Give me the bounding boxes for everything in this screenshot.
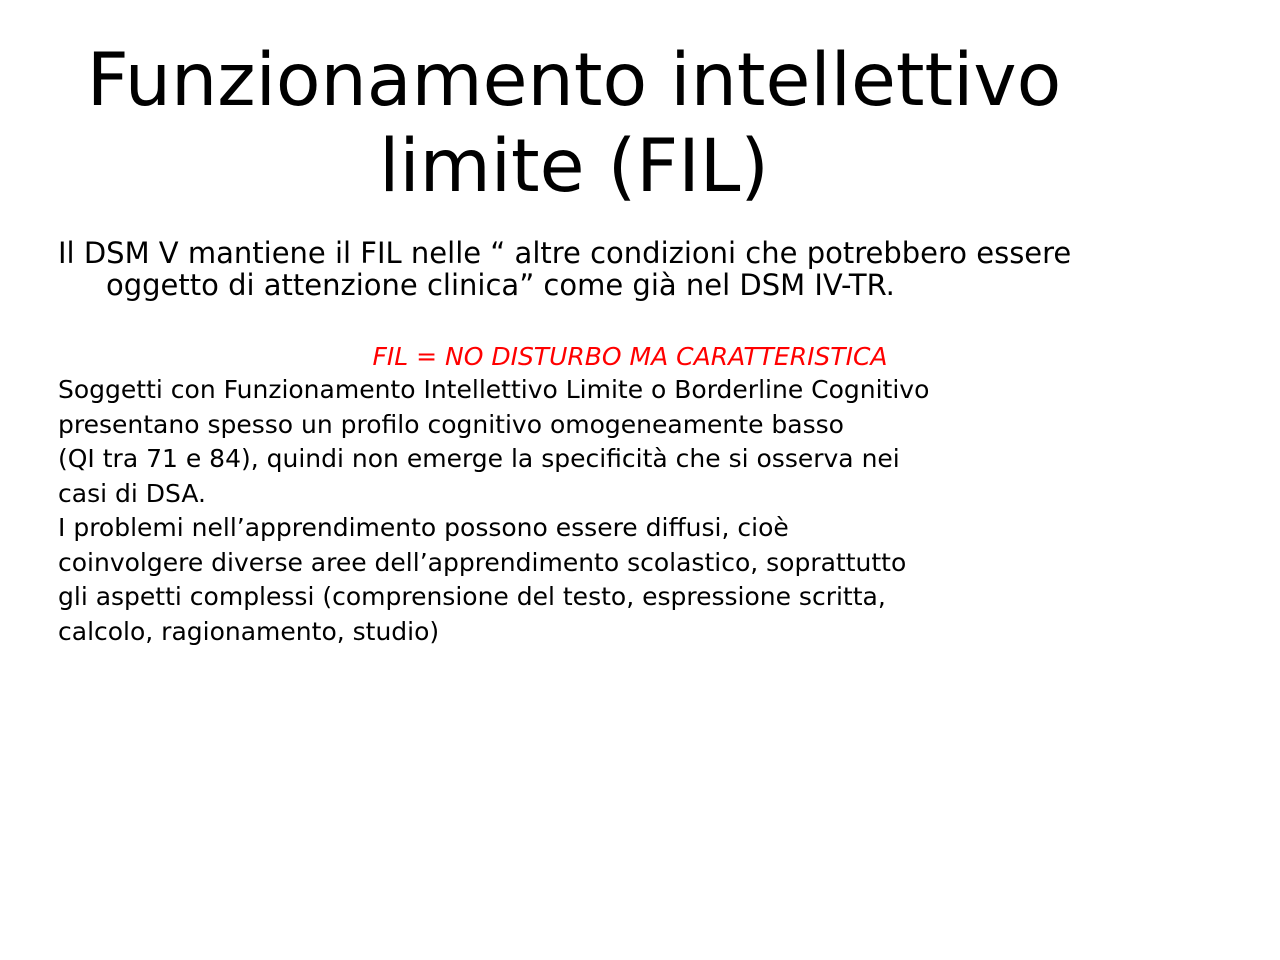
body-line: coinvolgere diverse aree dell’apprendimento scolastico, soprattutto	[58, 547, 907, 577]
title-line: Funzionamento intellettivo	[86, 38, 1062, 123]
intro-line: oggetto di attenzione clinica” come già nel DSM IV-TR.	[106, 268, 895, 302]
highlight-statement: FIL = NO DISTURBO MA CARATTERISTICA	[372, 342, 888, 371]
slide-title	[60, 38, 1088, 210]
body-line: gli aspetti complessi (comprensione del testo, espressione scritta,	[58, 582, 886, 611]
title-line: limite (FIL)	[379, 124, 769, 209]
body-line: calcolo, ragionamento, studio)	[58, 616, 440, 646]
intro-paragraph	[58, 237, 1258, 301]
body-line: I problemi nell’apprendimento possono essere diffusi, cioè	[58, 513, 789, 542]
body-paragraph	[58, 373, 1258, 649]
body-line: Soggetti con Funzionamento Intellettivo Limite o Borderline Cognitivo	[58, 375, 930, 404]
body-line: (QI tra 71 e 84), quindi non emerge la specificità che si osserva nei	[58, 444, 900, 473]
body-line: presentano spesso un profilo cognitivo omogeneamente basso	[58, 409, 844, 439]
intro-line: Il DSM V mantiene il FIL nelle “ altre condizioni che potrebbero essere	[58, 236, 1072, 270]
body-line: casi di DSA.	[58, 478, 206, 508]
